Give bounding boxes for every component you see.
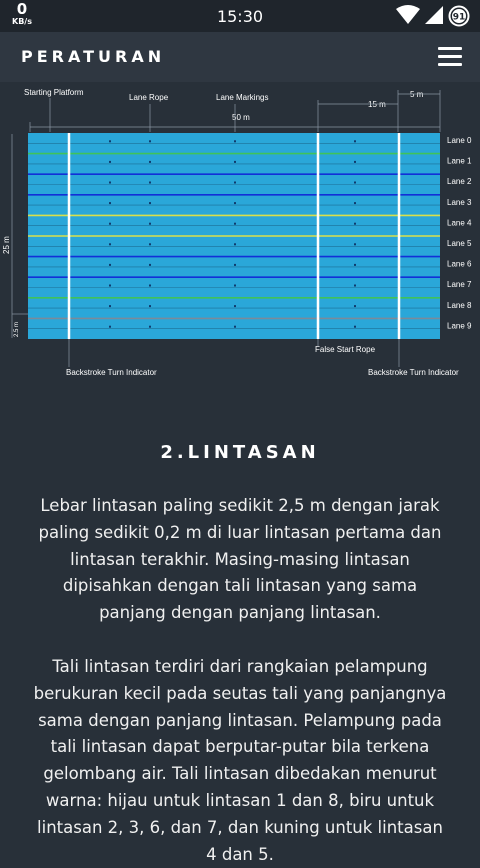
lane-label: Lane 4 (447, 218, 472, 228)
lane-marker-dot (354, 326, 356, 328)
status-icons (392, 5, 470, 27)
clock: 15:30 (216, 7, 264, 26)
lane-label: Lane 7 (447, 280, 472, 290)
lane-marker-dot (354, 285, 356, 287)
lane-label: Lane 1 (447, 156, 472, 166)
lane-labels (447, 136, 472, 330)
lane-marker-dot (234, 326, 236, 328)
lane-marker-dot (149, 326, 151, 328)
lane-marker-dot (109, 326, 111, 328)
width-25m-label: 25 m (2, 236, 11, 254)
lane-marker-dot (149, 140, 151, 142)
lane-label: Lane 3 (447, 197, 472, 207)
network-speed-value: 0 (16, 0, 28, 18)
lane-marker-dot (354, 264, 356, 266)
section-title: 2.LINTASAN (160, 442, 320, 463)
wifi-icon (396, 5, 420, 25)
lane-marker-dot (149, 243, 151, 245)
lane-marker-dot (109, 140, 111, 142)
lane-marker-dot (234, 264, 236, 266)
false-start-rope-label: False Start Rope (315, 345, 376, 354)
lane-label: Lane 0 (447, 136, 472, 145)
status-bar (0, 0, 480, 32)
lane-marker-dot (234, 202, 236, 204)
lane-markings-label: Lane Markings (216, 93, 269, 102)
lane-marker-dot (109, 202, 111, 204)
lane-marker-dot (109, 182, 111, 184)
starting-platform-label: Starting Platform (24, 88, 84, 97)
lane-marker-dot (109, 243, 111, 245)
lane-marker-dot (149, 223, 151, 225)
edge-2-5m-label: 2.5 m (14, 321, 20, 337)
lane-marker-dot (149, 161, 151, 163)
backstroke-left-label: Backstroke Turn Indicator (66, 368, 157, 377)
lane-marker-dot (234, 182, 236, 184)
lane-marker-dot (354, 140, 356, 142)
lane-marker-dot (354, 305, 356, 307)
length-50m-label: 50 m (232, 113, 250, 122)
lane-label: Lane 8 (447, 300, 472, 310)
lane-label: Lane 5 (447, 239, 472, 248)
page-title: PERATURAN (21, 47, 166, 66)
lane-marker-dot (234, 305, 236, 307)
hamburger-menu-icon[interactable] (438, 47, 462, 67)
lane-marker-dot (109, 223, 111, 225)
lane-marker-dot (354, 202, 356, 204)
lane-marker-dot (354, 182, 356, 184)
battery-icon (448, 5, 470, 27)
lane-marker-dot (149, 285, 151, 287)
lane-marker-dot (109, 285, 111, 287)
lane-marker-dot (149, 264, 151, 266)
lane-marker-dot (234, 223, 236, 225)
lane-label: Lane 6 (447, 259, 472, 269)
lane-marker-dot (234, 140, 236, 142)
lane-marker-dot (149, 182, 151, 184)
battery-level: 91 (452, 12, 466, 23)
lane-marker-dot (109, 264, 111, 266)
lane-marker-dot (109, 161, 111, 163)
distance-15m-label: 15 m (368, 100, 386, 109)
lane-label: Lane 9 (447, 321, 472, 331)
lane-label: Lane 2 (447, 177, 472, 187)
paragraph-2: Tali lintasan terdiri dari rangkaian pelampung berukuran kecil pada seutas tali yang panjangnya sama dengan panjang lintasan. Pelampung pada tali lintasan dapat berputar-putar bila terkena gelombang air. Tali lintasan dibedakan menurut warna: hijau untuk lintasan 1 dan 8, biru untuk lintasan 2, 3, 6, dan 7, dan kuning untuk lintasan 4 dan 5. (33, 656, 447, 864)
lane-marker-dot (234, 285, 236, 287)
lane-marker-dot (234, 243, 236, 245)
network-speed-unit: KB/s (12, 17, 32, 26)
article-content (0, 382, 480, 868)
lane-marker-dot (234, 161, 236, 163)
lane-marker-dot (149, 202, 151, 204)
distance-5m-label: 5 m (410, 90, 424, 99)
app-bar (0, 32, 480, 82)
lane-marker-dot (354, 161, 356, 163)
lane-marker-dot (109, 305, 111, 307)
backstroke-right-label: Backstroke Turn Indicator (368, 368, 459, 377)
paragraph-1: Lebar lintasan paling sedikit 2,5 m dengan jarak paling sedikit 0,2 m di luar lintasan pertama dan lintasan terakhir. Masing-masing lintasan dipisahkan dengan tali lintasan yang sama panjang dengan panjang lintasan. (38, 496, 442, 623)
lane-marker-dot (149, 305, 151, 307)
pool-diagram (0, 82, 480, 382)
lane-rope-label: Lane Rope (129, 93, 169, 102)
signal-icon (424, 5, 444, 25)
lane-marker-dot (354, 223, 356, 225)
lane-marker-dot (354, 243, 356, 245)
